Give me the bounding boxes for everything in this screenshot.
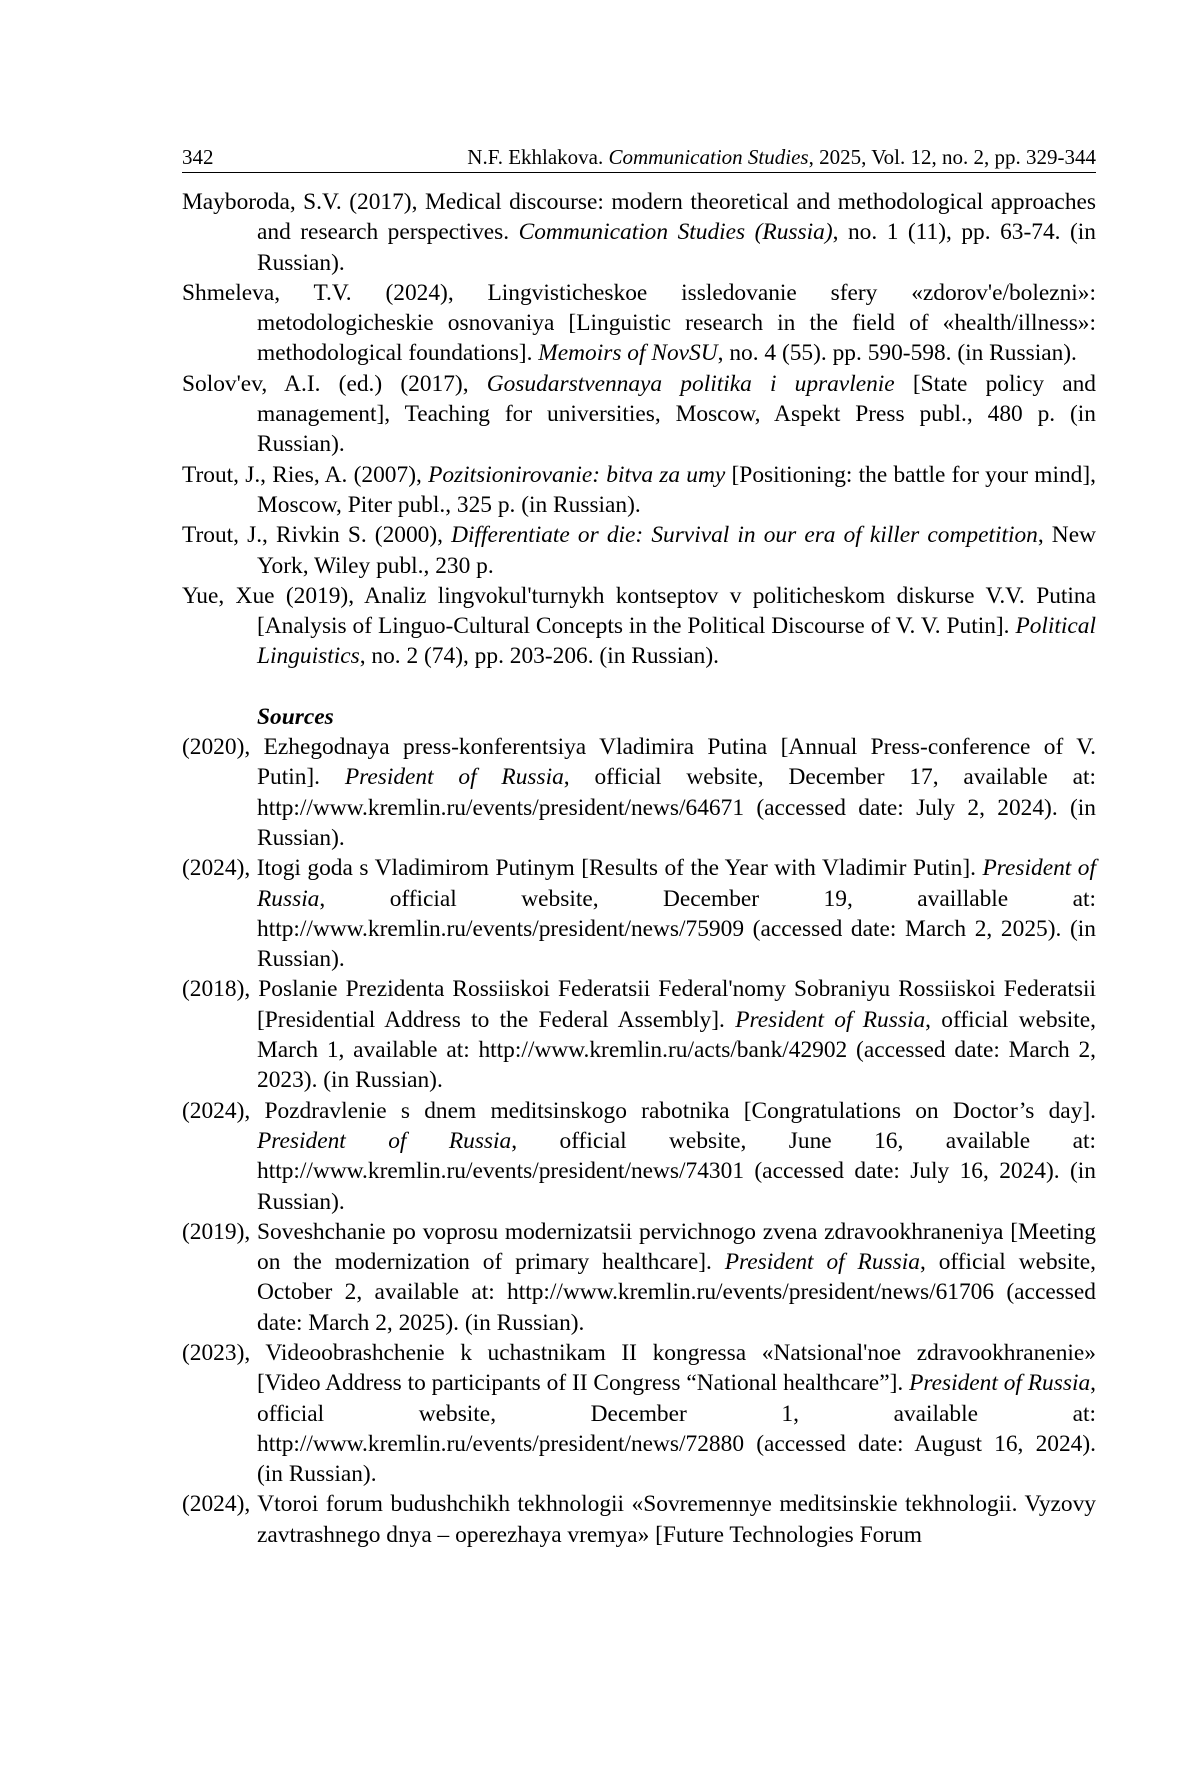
source-details: , official website, October 2, available at: http://www.kremlin.ru/events/president/news/61706 (accessed date: March 2, 2025). (in Russian).: [257, 1249, 1097, 1336]
reference-entry: [182, 581, 1096, 672]
reference-text: Trout, J., Rivkin S. (2000),: [182, 522, 452, 549]
source-details: , official website, June 16, available at: http://www.kremlin.ru/events/president/news/74301 (accessed date: July 16, 2024). (in Russian).: [257, 1127, 1096, 1215]
reference-details: [Positioning: the battle for your mind], Moscow, Piter publ., 325 p. (in Russian).: [257, 461, 1096, 518]
sources-heading: Sources: [257, 703, 334, 730]
source-site: President of Russia: [724, 1249, 920, 1276]
reference-source: Differentiate or die: Survival in our era of killer competition: [451, 522, 1038, 549]
source-details: , official website, December 19, availlable at: http://www.kremlin.ru/events/president/news/75909 (accessed date: March 2, 2025). (in Russian).: [257, 885, 1096, 973]
reference-text: Mayboroda, S.V. (2017), Medical discourse: modern theoretical and methodological approaches and research perspectives.: [182, 189, 1096, 246]
reference-details: [State policy and management], Teaching for universities, Moscow, Aspekt Press publ., 480 p. (in Russian).: [257, 370, 1096, 458]
reference-text: Shmeleva, T.V. (2024), Lingvisticheskoe issledovanie sfery «zdorov'e/bolezni»: metodologicheskie osnovaniya [Linguistic research in the field of «health/illness»: methodological foundations].: [182, 279, 1096, 367]
source-site: President of Russia: [735, 1006, 926, 1033]
source-details: , official website, March 1, available at: http://www.kremlin.ru/acts/bank/42902 (accessed date: March 2, 2023). (in Russian).: [257, 1006, 1096, 1094]
header-journal: Communication Studies: [608, 145, 809, 169]
source-details: , official website, December 1, available at: http://www.kremlin.ru/events/president/news/72880 (accessed date: August 16, 2024). (in Russian).: [257, 1370, 1096, 1488]
reference-text: Yue, Xue (2019), Analiz lingvokul'turnykh kontseptov v politicheskom diskurse V.V. Putina [Analysis of Linguo-Cultural Concepts in the Political Discourse of V. V. Putin].: [182, 582, 1096, 640]
reference-details: , no. 4 (55). pp. 590-598. (in Russian).: [717, 340, 1077, 367]
references-list: [182, 187, 1096, 672]
reference-details: , New York, Wiley publ., 230 p.: [257, 522, 1096, 579]
source-entry: [182, 732, 1096, 853]
sources-list: [182, 732, 1096, 1550]
header-rule: [182, 172, 1096, 173]
source-text: (2024), Vtoroi forum budushchikh tekhnologii «Sovremennye meditsinskie tekhnologii. Vyzovy zavtrashnego dnya – operezhaya vremya» [Future Technologies Forum: [182, 1491, 1096, 1548]
source-entry: [182, 1338, 1096, 1489]
reference-text: Trout, J., Ries, A. (2007),: [182, 461, 429, 488]
reference-source: Memoirs of NovSU: [538, 340, 718, 367]
source-site: President of Russia: [344, 764, 564, 791]
reference-entry: [182, 520, 1096, 581]
reference-details: , no. 2 (74), pp. 203-206. (in Russian).: [359, 643, 719, 670]
source-entry: [182, 1217, 1096, 1338]
source-text: (2020), Ezhegodnaya press-konferentsiya Vladimira Putina [Annual Press-conference of V. Putin].: [182, 734, 1096, 791]
header-details: , 2025, Vol. 12, no. 2, pp. 329-344: [808, 145, 1096, 169]
reference-entry: [182, 460, 1096, 521]
source-details: , official website, December 17, available at: http://www.kremlin.ru/events/president/news/64671 (accessed date: July 2, 2024). (in Russian).: [257, 764, 1096, 851]
running-header: [182, 143, 1096, 171]
reference-entry: [182, 278, 1096, 369]
reference-entry: [182, 369, 1096, 460]
reference-details: , no. 1 (11), pp. 63-74. (in Russian).: [257, 219, 1096, 276]
source-site: President of Russia: [909, 1370, 1091, 1397]
source-site: President of Russia: [257, 1127, 512, 1154]
reference-text: Solov'ev, A.I. (ed.) (2017),: [182, 370, 487, 397]
reference-source: Pozitsionirovanie: bitva za umy: [428, 461, 726, 488]
source-site: President of Russia: [257, 855, 1096, 912]
source-entry: [182, 974, 1096, 1095]
source-text: (2023), Videoobrashchenie k uchastnikam II kongressa «Natsional'noe zdravookhranenie» [Video Address to participants of II Congress “National healthcare”].: [182, 1339, 1096, 1397]
source-entry: [182, 1096, 1096, 1217]
source-text: (2024), Itogi goda s Vladimirom Putinym [Results of the Year with Vladimir Putin].: [182, 855, 983, 882]
source-text: (2019), Soveshchanie po voprosu modernizatsii pervichnogo zvena zdravookhraneniya [Meeting on the modernization of primary healthcare].: [182, 1218, 1096, 1276]
page-number: 342: [182, 145, 214, 169]
reference-source: Gosudarstvennaya politika i upravlenie: [486, 370, 895, 397]
reference-source: Communication Studies (Russia): [518, 219, 833, 246]
reference-entry: [182, 187, 1096, 278]
header-author: N.F. Ekhlakova.: [467, 145, 609, 169]
source-text: (2018), Poslanie Prezidenta Rossiiskoi Federatsii Federal'nomy Sobraniyu Rossiiskoi Federatsii [Presidential Address to the Federal Assembly].: [182, 976, 1096, 1033]
source-text: (2024), Pozdravlenie s dnem meditsinskogo rabotnika [Congratulations on Doctor’s day].: [182, 1097, 1096, 1124]
source-entry: [182, 1489, 1096, 1550]
references-body: [182, 187, 1096, 1550]
reference-source: Political Linguistics: [257, 613, 1096, 670]
running-title: [467, 143, 1096, 171]
source-entry: [182, 853, 1096, 974]
